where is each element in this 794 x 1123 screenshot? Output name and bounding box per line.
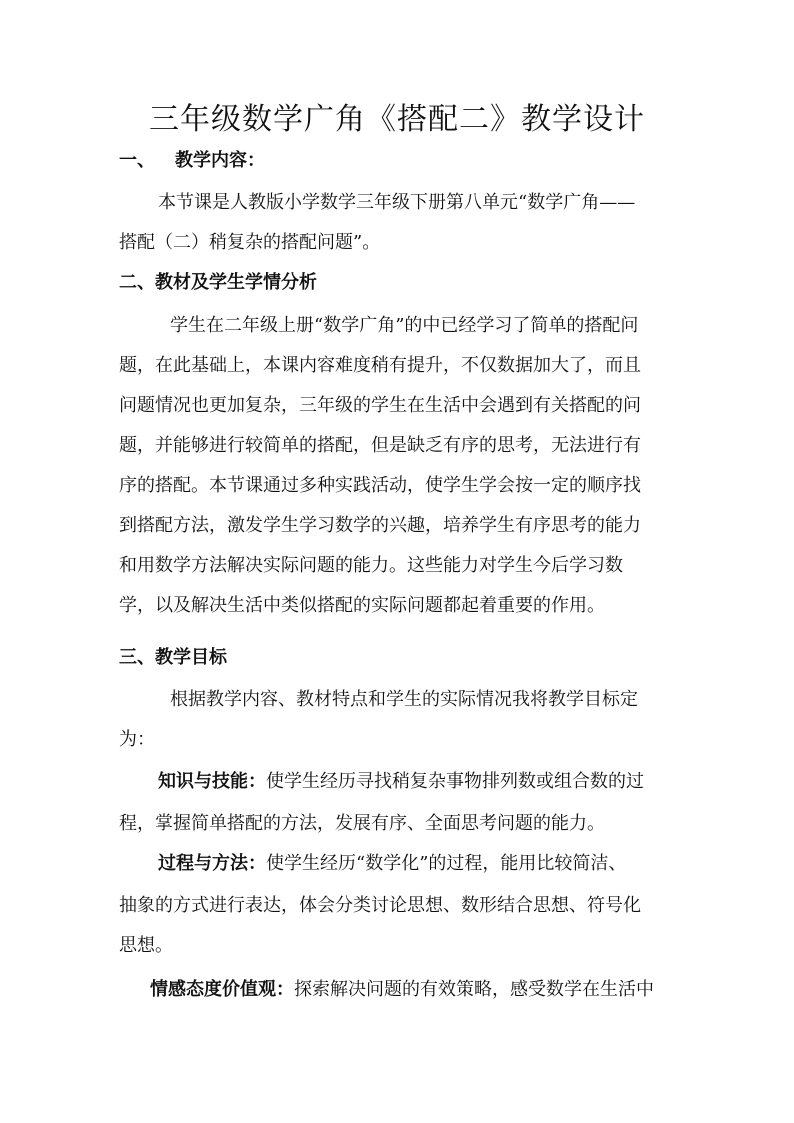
section-2-line-4: 题，并能够进行较简单的搭配，但是缺乏有序的思考，无法进行有 bbox=[119, 435, 641, 456]
section-3-intro-line-1: 根据教学内容、教材特点和学生的实际情况我将教学目标定 bbox=[170, 689, 638, 710]
goal-knowledge-text: 使学生经历寻找稍复杂事物排列数或组合数的过 bbox=[266, 771, 644, 792]
goal-process-label: 过程与方法： bbox=[158, 853, 266, 874]
goal-process-line-1 bbox=[158, 849, 626, 879]
goal-emotion-text: 探索解决问题的有效策略，感受数学在生活中 bbox=[294, 979, 654, 1000]
section-1-number: 一、 bbox=[119, 150, 155, 171]
section-2-line-1: 学生在二年级上册“数学广角”的中已经学习了简单的搭配问 bbox=[170, 315, 639, 336]
goal-emotion-line-1 bbox=[150, 975, 654, 1005]
document-title: 三年级数学广角《搭配二》教学设计 bbox=[149, 102, 645, 137]
section-2-heading: 二、教材及学生学情分析 bbox=[119, 272, 317, 293]
goal-knowledge-label: 知识与技能： bbox=[158, 771, 266, 792]
goal-process-text: 使学生经历“数学化”的过程，能用比较简洁、 bbox=[266, 853, 627, 874]
section-1-line-1: 本节课是人教版小学数学三年级下册第八单元“数学广角—— bbox=[158, 192, 636, 213]
section-2-line-8: 学，以及解决生活中类似搭配的实际问题都起着重要的作用。 bbox=[119, 595, 605, 616]
section-2-line-7: 和用数学方法解决实际问题的能力。这些能力对学生今后学习数 bbox=[119, 555, 623, 576]
goal-process-line-3: 思想。 bbox=[119, 935, 173, 956]
section-2-line-5: 序的搭配。本节课通过多种实践活动，使学生学会按一定的顺序找 bbox=[119, 475, 641, 496]
goal-emotion-label: 情感态度价值观： bbox=[150, 979, 294, 1000]
section-1-heading bbox=[119, 146, 265, 176]
goal-process-line-2: 抽象的方式进行表达，体会分类讨论思想、数形结合思想、符号化 bbox=[119, 895, 641, 916]
section-2-line-6: 到搭配方法，激发学生学习数学的兴趣，培养学生有序思考的能力 bbox=[119, 515, 641, 536]
section-1-title: 教学内容： bbox=[175, 150, 265, 171]
section-3-heading: 三、教学目标 bbox=[119, 647, 227, 668]
goal-knowledge-line-1 bbox=[158, 767, 644, 797]
section-2-line-3: 问题情况也更加复杂，三年级的学生在生活中会遇到有关搭配的问 bbox=[119, 395, 641, 416]
section-1-line-2: 搭配（二）稍复杂的搭配问题”。 bbox=[119, 232, 381, 253]
section-2-line-2: 题，在此基础上，本课内容难度稍有提升，不仅数据加大了，而且 bbox=[119, 355, 641, 376]
goal-knowledge-line-2: 程，掌握简单搭配的方法，发展有序、全面思考问题的能力。 bbox=[119, 813, 605, 834]
section-3-intro-line-2: 为： bbox=[119, 729, 155, 750]
